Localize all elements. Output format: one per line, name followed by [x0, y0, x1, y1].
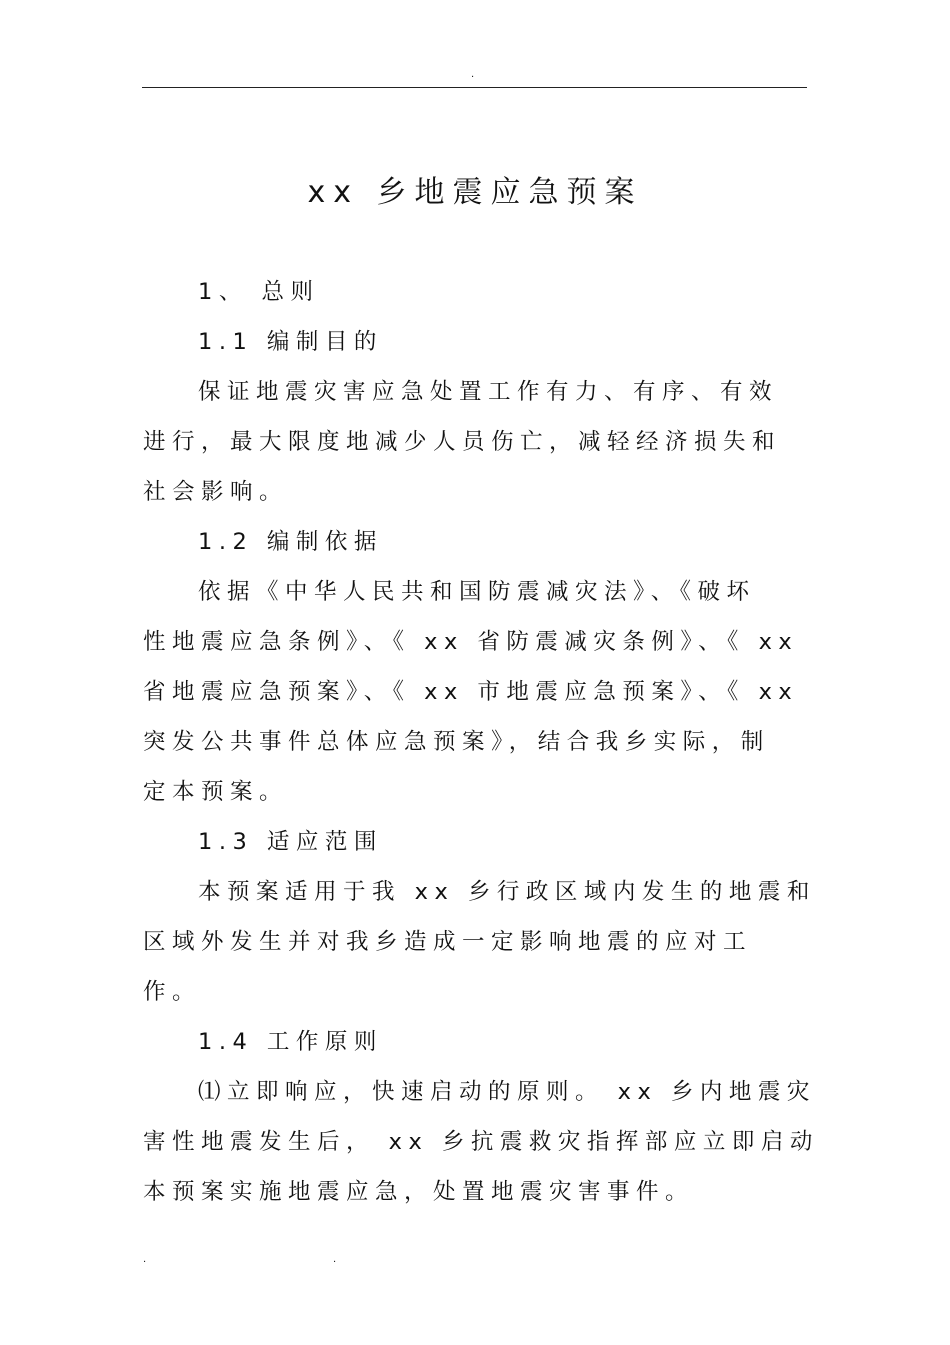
paragraph-line: 依据《中华人民共和国防震减灾法》、《破坏	[198, 579, 756, 605]
subheading-1-4: 1.4 工作原则	[198, 1029, 383, 1055]
paragraph-line: 保证地震灾害应急处置工作有力、有序、有效	[198, 379, 779, 405]
paragraph-line: 进行，最大限度地减少人员伤亡，减轻经济损失和	[143, 429, 782, 455]
paragraph-line: 省地震应急预案》、《 xx 市地震应急预案》、《 xx	[143, 679, 799, 705]
paragraph-line: 本预案适用于我 xx 乡行政区域内发生的地震和	[198, 879, 816, 905]
subheading-1-2: 1.2 编制依据	[198, 529, 383, 555]
paragraph-line: 作。	[143, 979, 202, 1005]
paragraph-line: 性地震应急条例》、《 xx 省防震减灾条例》、《 xx	[143, 629, 799, 655]
subheading-1-1: 1.1 编制目的	[198, 329, 383, 355]
paragraph-line: 本预案实施地震应急，处置地震灾害事件。	[143, 1179, 695, 1205]
subheading-1-3: 1.3 适应范围	[198, 829, 383, 855]
paragraph-line: 突发公共事件总体应急预案》，结合我乡实际，制	[143, 729, 770, 755]
paragraph-line: 社会影响。	[143, 479, 289, 505]
paragraph-line: 定本预案。	[143, 779, 289, 805]
footer-dot-right: .	[333, 1254, 337, 1265]
footer-dot-left: .	[143, 1254, 147, 1265]
paragraph-line: ⑴立即响应，快速启动的原则。 xx 乡内地震灾	[198, 1079, 816, 1105]
paragraph-line: 区域外发生并对我乡造成一定影响地震的应对工	[143, 929, 753, 955]
header-rule	[142, 87, 807, 88]
section-heading-1: 1、 总则	[198, 279, 320, 305]
paragraph-line: 害性地震发生后， xx 乡抗震救灾指挥部应立即启动	[143, 1129, 819, 1155]
page-title: xx 乡地震应急预案	[307, 175, 643, 210]
header-dot: .	[471, 69, 475, 80]
